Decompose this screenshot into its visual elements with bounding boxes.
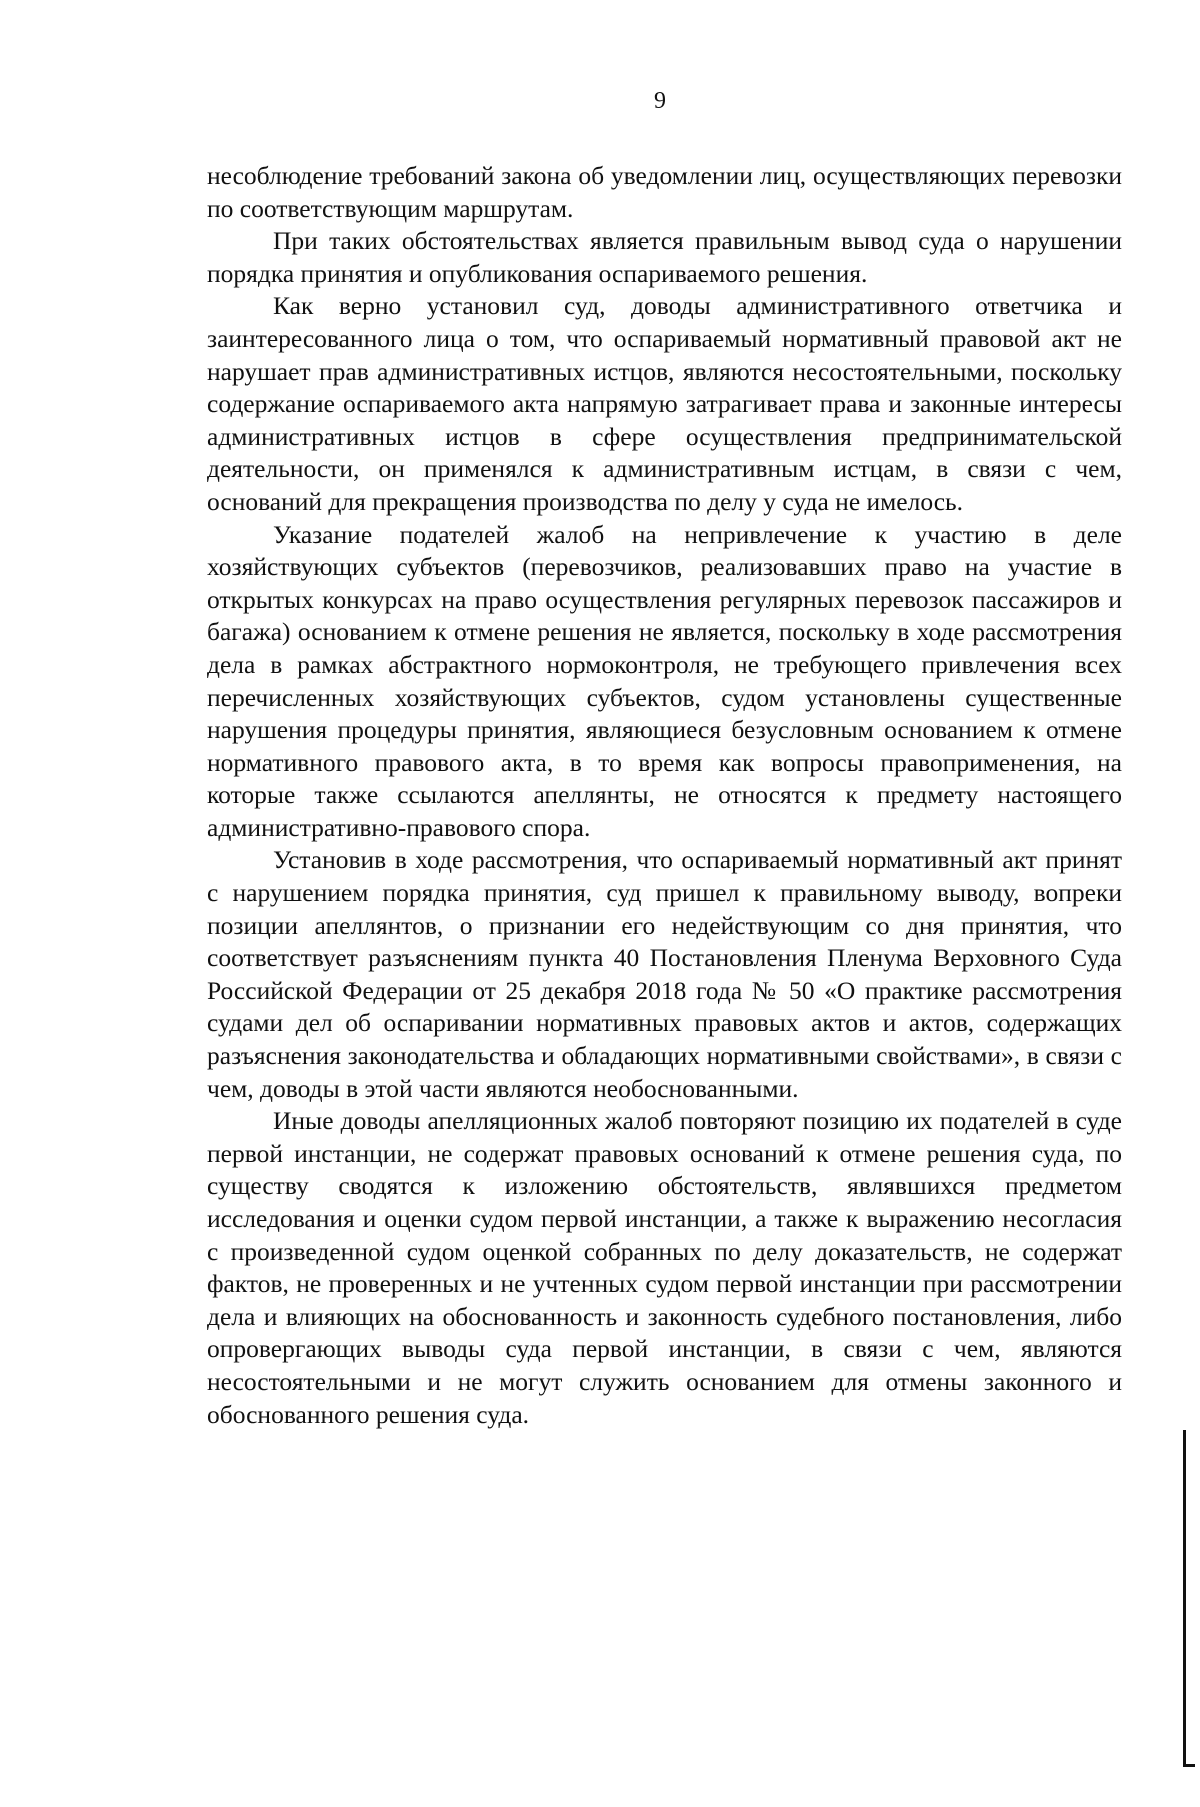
paragraph: Иные доводы апелляционных жалоб повторяют позицию их подателей в суде первой инстанции, не содержат правовых оснований к отмене решения суда, по существу сводятся к изложению обстоятельств, являвшихся предметом исследования и оценки судом первой инстанции, а также к выражению несогласия с произведенной судом оценкой собранных по делу доказательств, не содержат фактов, не проверенных и не учтенных судом первой инстанции при рассмотрении дела и влияющих на обоснованность и законность судебного постановления, либо опровергающих выводы суда первой инстанции, в связи с чем, являются несостоятельными и не могут служить основанием для отмены законного и обоснованного решения суда. xyxy=(207,1106,1122,1429)
paragraph: При таких обстоятельствах является правильным вывод суда о нарушении порядка принятия и опубликования оспариваемого решения. xyxy=(207,226,1122,288)
paragraph: Как верно установил суд, доводы административного ответчика и заинтересованного лица о том, что оспариваемый нормативный правовой акт не нарушает прав административных истцов, являются несостоятельными, поскольку содержание оспариваемого акта напрямую затрагивает права и законные интересы административных истцов в сфере осуществления предпринимательской деятельности, он применялся к административным истцам, в связи с чем, оснований для прекращения производства по делу у суда не имелось. xyxy=(207,291,1122,516)
paragraph: Указание подателей жалоб на непривлечение к участию в деле хозяйствующих субъектов (перевозчиков, реализовавших право на участие в открытых конкурсах на право осуществления регулярных перевозок пассажиров и багажа) основанием к отмене решения не является, поскольку в ходе рассмотрения дела в рамках абстрактного нормоконтроля, не требующего привлечения всех перечисленных хозяйствующих субъектов, судом установлены существенные нарушения процедуры принятия, являющиеся безусловным основанием к отмене нормативного правового акта, в то время как вопросы правоприменения, на которые также ссылаются апеллянты, не относятся к предмету настоящего административно-правового спора. xyxy=(207,519,1122,842)
margin-binding-line xyxy=(1183,1430,1186,1765)
paragraph: Установив в ходе рассмотрения, что оспариваемый нормативный акт принят с нарушением порядка принятия, суд пришел к правильному выводу, вопреки позиции апеллянтов, о признании его недействующим со дня принятия, что соответствует разъяснениям пункта 40 Постановления Пленума Верховного Суда Российской Федерации от 25 декабря 2018 года № 50 «О практике рассмотрения судами дел об оспаривании нормативных правовых актов и актов, содержащих разъяснения законодательства и обладающих нормативными свойствами», в связи с чем, доводы в этой части являются необоснованными. xyxy=(207,845,1122,1103)
page-number: 9 xyxy=(654,88,666,114)
margin-binding-tick xyxy=(1183,1764,1195,1767)
document-body xyxy=(207,160,1122,1431)
paragraph-continuation: несоблюдение требований закона об уведомлении лиц, осуществляющих перевозки по соответствующим маршрутам. xyxy=(207,161,1122,223)
